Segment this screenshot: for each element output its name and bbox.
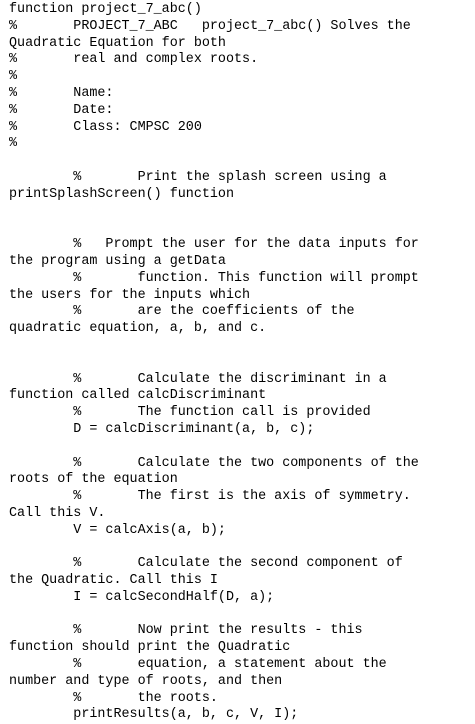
code-line: % Name:	[9, 85, 114, 101]
code-line: % Class: CMPSC 200	[9, 119, 202, 135]
code-line: % equation, a statement about the	[9, 657, 387, 673]
code-line: roots of the equation	[9, 472, 178, 488]
code-line: Call this V.	[9, 505, 106, 521]
code-line: V = calcAxis(a, b);	[9, 522, 226, 538]
code-line: % the roots.	[9, 690, 218, 706]
code-line	[9, 540, 475, 557]
code-line: the Quadratic. Call this I	[9, 573, 218, 589]
code-line: % real and complex roots.	[9, 52, 259, 68]
code-line	[9, 153, 475, 170]
code-line: %	[9, 136, 18, 152]
code-line: % function. This function will prompt	[9, 270, 419, 286]
code-line: % are the coefficients of the	[9, 304, 355, 320]
code-line: Quadratic Equation for both	[9, 35, 226, 51]
code-line: number and type of roots, and then	[9, 673, 283, 689]
code-line: function called calcDiscriminant	[9, 388, 267, 404]
code-line: the program using a getData	[9, 253, 226, 269]
code-line: printSplashScreen() function	[9, 186, 234, 202]
code-line: % Prompt the user for the data inputs for	[9, 237, 419, 253]
code-line: function project_7_abc()	[9, 2, 202, 17]
code-line: % Date:	[9, 102, 114, 118]
code-line	[9, 220, 475, 237]
code-listing	[9, 2, 475, 724]
code-line: % PROJECT_7_ABC project_7_abc() Solves the	[9, 18, 411, 34]
code-line: % Calculate the second component of	[9, 556, 403, 572]
code-line: % Now print the results - this	[9, 623, 363, 639]
code-line: quadratic equation, a, b, and c.	[9, 321, 267, 337]
code-line	[9, 338, 475, 355]
code-line	[9, 439, 475, 456]
code-line: % Calculate the two components of the	[9, 455, 419, 471]
code-line: D = calcDiscriminant(a, b, c);	[9, 421, 315, 437]
code-line: % Calculate the discriminant in a	[9, 371, 387, 387]
code-line: % Print the splash screen using a	[9, 169, 387, 185]
code-line	[9, 607, 475, 624]
code-line: %	[9, 69, 18, 85]
code-line: function should print the Quadratic	[9, 640, 291, 656]
code-line: I = calcSecondHalf(D, a);	[9, 589, 275, 605]
code-line	[9, 204, 475, 221]
code-line: the users for the inputs which	[9, 287, 251, 303]
code-line: % The function call is provided	[9, 405, 371, 421]
code-line: printResults(a, b, c, V, I);	[9, 707, 299, 723]
code-line	[9, 355, 475, 372]
code-line: % The first is the axis of symmetry.	[9, 489, 411, 505]
